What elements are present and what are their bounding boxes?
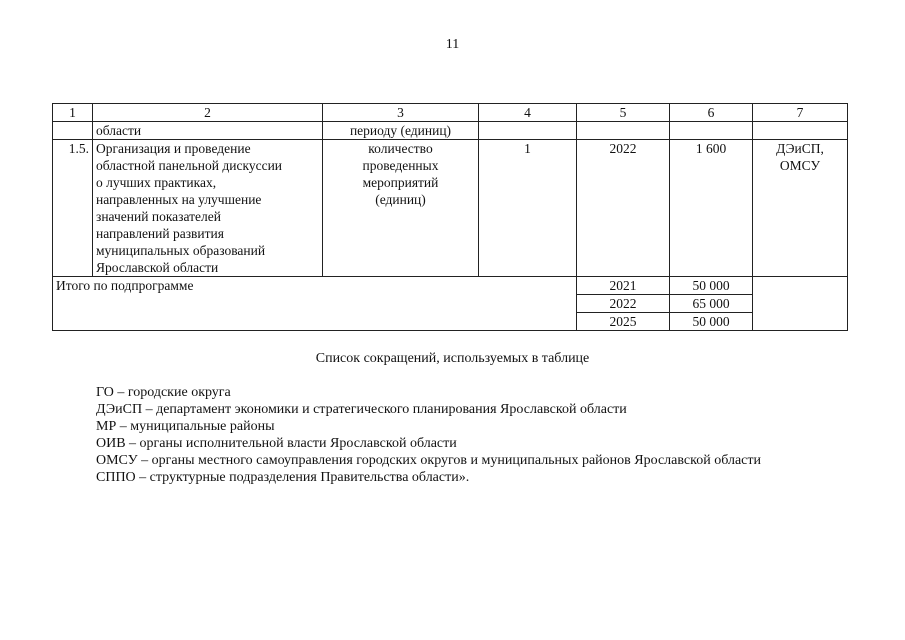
- header-cell: 6: [670, 104, 753, 122]
- unit-line: проведенных: [362, 158, 439, 173]
- header-cell: 1: [53, 104, 93, 122]
- total-executors-cell: [753, 277, 848, 331]
- abbreviation-item: ОМСУ – органы местного самоуправления городских округов и муниципальных районов Ярославской области: [96, 453, 761, 468]
- description-line: Организация и проведение: [96, 141, 251, 156]
- total-year: 2025: [577, 313, 670, 331]
- unit-line: количество: [368, 141, 433, 156]
- header-cell: 4: [479, 104, 577, 122]
- header-cell: 2: [93, 104, 323, 122]
- abbreviation-item: МР – муниципальные районы: [96, 419, 275, 434]
- table-cell: [53, 122, 93, 140]
- executor-line: ДЭиСП,: [776, 141, 824, 156]
- item-executors: [753, 140, 848, 277]
- total-year: 2022: [577, 295, 670, 313]
- table-row-item-1-5: [53, 140, 848, 277]
- continuation-row: [53, 122, 848, 140]
- description-line: областной панельной дискуссии: [96, 158, 283, 173]
- table-cell: [670, 122, 753, 140]
- unit-line: мероприятий: [362, 175, 439, 190]
- unit-line: (единиц): [375, 192, 426, 207]
- item-year: 2022: [577, 140, 670, 277]
- table-cell: [577, 122, 670, 140]
- continuation-unit: периоду (единиц): [323, 122, 479, 140]
- item-unit: [323, 140, 479, 277]
- description-line: направленных на улучшение: [96, 192, 262, 207]
- header-cell: 7: [753, 104, 848, 122]
- total-amount: 65 000: [670, 295, 753, 313]
- description-line: о лучших практиках,: [96, 175, 217, 190]
- item-description: [93, 140, 323, 277]
- header-cell: 3: [323, 104, 479, 122]
- total-amount: 50 000: [670, 313, 753, 331]
- abbreviations-list: [96, 384, 761, 486]
- abbreviation-item: СППО – структурные подразделения Правительства области».: [96, 470, 470, 485]
- item-amount: 1 600: [670, 140, 753, 277]
- item-value: 1: [479, 140, 577, 277]
- subprogram-table: [52, 103, 848, 331]
- description-line: Ярославской области: [96, 260, 219, 275]
- description-line: муниципальных образований: [96, 243, 266, 258]
- item-number: 1.5.: [53, 140, 93, 277]
- table-cell: [479, 122, 577, 140]
- page-number: 11: [445, 37, 460, 52]
- executor-line: ОМСУ: [779, 158, 821, 173]
- header-cell: 5: [577, 104, 670, 122]
- total-row: [53, 277, 848, 295]
- description-line: значений показателей: [96, 209, 221, 224]
- abbreviation-item: ДЭиСП – департамент экономики и стратегического планирования Ярославской области: [96, 402, 627, 417]
- abbreviations-caption: Список сокращений, используемых в таблице: [315, 351, 590, 366]
- abbreviation-item: ГО – городские округа: [96, 385, 231, 400]
- description-line: направлений развития: [96, 226, 224, 241]
- total-amount: 50 000: [670, 277, 753, 295]
- abbreviation-item: ОИВ – органы исполнительной власти Ярославской области: [96, 436, 457, 451]
- total-year: 2021: [577, 277, 670, 295]
- table-header-row: [53, 104, 848, 122]
- continuation-description: области: [93, 122, 323, 140]
- total-label: Итого по подпрограмме: [53, 277, 577, 331]
- table-cell: [753, 122, 848, 140]
